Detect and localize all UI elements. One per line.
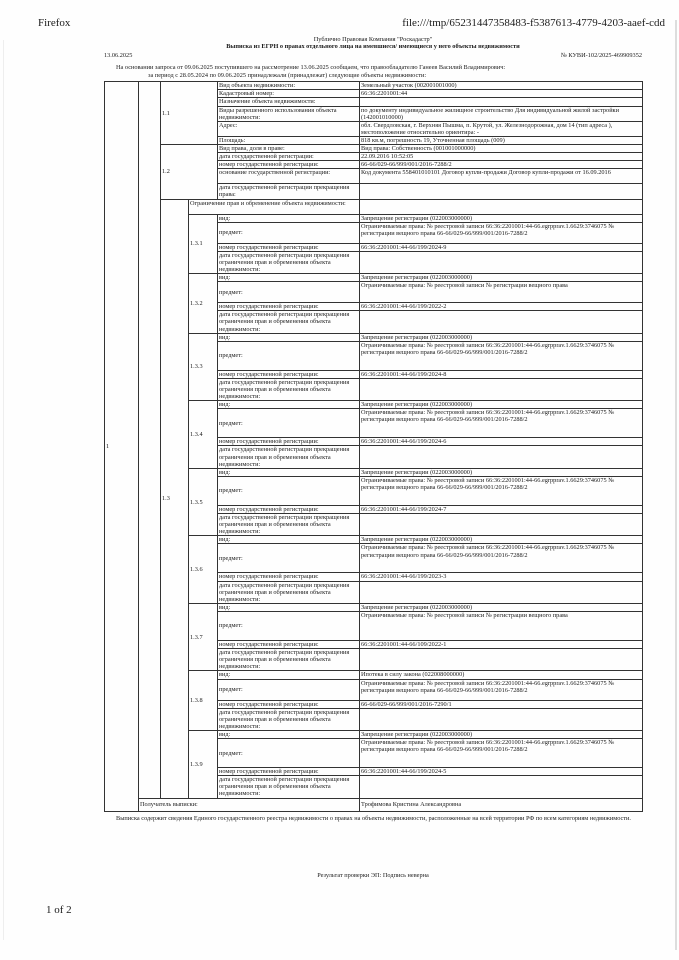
item-number: 1.3.9 bbox=[189, 730, 218, 798]
field-value: 818 кв.м, погрешность 19, Уточненная площадь (009) bbox=[360, 136, 643, 144]
intro-paragraph: На основании запроса от 09.06.2025 поступившего на рассмотрение 13.06.2025 сообщаем, что правообладателю Ганеев Василий Владимирович: bbox=[116, 63, 506, 71]
section-number: 1.1 bbox=[161, 82, 218, 145]
field-label: номер государственной регистрации: bbox=[218, 370, 360, 378]
field-value: Земельный участок (002001001000) bbox=[360, 82, 643, 90]
field-value bbox=[360, 311, 643, 333]
field-value: Код документа 558401010101 Договор купли-продажи Договор купли-продажи от 16.09.2016 bbox=[360, 169, 643, 184]
field-value: 66:36:2201001:44-66/109/2022-1 bbox=[360, 640, 643, 648]
field-value bbox=[360, 649, 643, 671]
field-label: предмет: bbox=[218, 476, 360, 505]
extract-note: Выписка содержит сведения Единого государственного реестра недвижимости о правах на объекты недвижимости, расположенные на всей территории РФ по всем категориям недвижимости. bbox=[116, 814, 631, 822]
row-number: 1 bbox=[105, 82, 139, 811]
field-value: 66:36:2201001:44 bbox=[360, 90, 643, 98]
field-value: 66:36:2201001:44-66/199/2024-6 bbox=[360, 438, 643, 446]
field-label: номер государственной регистрации: bbox=[218, 161, 360, 169]
field-value bbox=[360, 514, 643, 536]
field-value: Ограничиваемые права: № реестровой записи 66:36:2201001:44-66.egrpprav.1.6629:3746075 № регистрации вещного права 66-66/029-66/999/001/2016-7288/2 bbox=[360, 476, 643, 505]
field-value bbox=[360, 581, 643, 603]
field-label: Виды разрешенного использования объекта недвижимости: bbox=[218, 106, 360, 121]
section-number: 1.2 bbox=[161, 145, 218, 200]
field-value bbox=[360, 776, 643, 798]
table-row bbox=[105, 199, 643, 214]
field-label: вид: bbox=[218, 274, 360, 282]
section-number: 1.3 bbox=[161, 199, 189, 798]
field-label: дата государственной регистрации прекращения ограничения прав и обременения объекта недвижимости: bbox=[218, 776, 360, 798]
field-label: дата государственной регистрации прекращения ограничения прав и обременения объекта недвижимости: bbox=[218, 581, 360, 603]
field-label: вид: bbox=[218, 603, 360, 611]
field-value: Ограничиваемые права: № реестровой записи 66:36:2201001:44-66.egrpprav.1.6629:3746075 № регистрации вещного права 66-66/029-66/999/001/2016-7288/2 bbox=[360, 739, 643, 768]
field-label: предмет: bbox=[218, 611, 360, 640]
field-value: обл. Свердловская, г. Верхняя Пышма, п. Крутой, ул. Железнодорожная, дом 14 (тип адреса ), местоположение относительно ориентира: - bbox=[360, 121, 643, 136]
field-label: предмет: bbox=[218, 739, 360, 768]
field-label: Кадастровый номер: bbox=[218, 90, 360, 98]
scan-edge-left bbox=[3, 40, 4, 940]
table-row bbox=[105, 798, 643, 811]
field-label: предмет: bbox=[218, 679, 360, 700]
field-label: дата государственной регистрации прекращения ограничения прав и обременения объекта недвижимости: bbox=[218, 251, 360, 273]
table-row bbox=[105, 145, 643, 153]
field-label: вид: bbox=[218, 333, 360, 341]
document-date: 13.06.2025 bbox=[104, 52, 133, 60]
field-label: предмет: bbox=[218, 282, 360, 303]
objects-table bbox=[104, 81, 643, 811]
field-label: дата государственной регистрации прекращения ограничения прав и обременения объекта недвижимости: bbox=[218, 311, 360, 333]
field-value: 22.09.2016 10:52:05 bbox=[360, 153, 643, 161]
field-value: Вид права: Собственность (001001000000) bbox=[360, 145, 643, 153]
field-label: Вид объекта недвижимости: bbox=[218, 82, 360, 90]
field-value bbox=[360, 98, 643, 106]
field-label: вид: bbox=[218, 536, 360, 544]
document-number: № КУВИ-102/2025-469909352 bbox=[560, 52, 642, 60]
field-label: вид: bbox=[218, 671, 360, 679]
signature-check: Результат проверки ЭП: Подпись неверна bbox=[317, 871, 429, 879]
field-value: Запрещение регистрации (022003000000) bbox=[360, 730, 643, 738]
field-value bbox=[360, 184, 643, 199]
date-number-row bbox=[104, 52, 642, 59]
document-title: Выписка из ЕГРН о правах отдельного лица на имевшиеся/ имеющиеся у него объекты недвижимости bbox=[226, 43, 520, 51]
field-label: номер государственной регистрации: bbox=[218, 438, 360, 446]
field-label: Площадь: bbox=[218, 136, 360, 144]
field-value: Запрещение регистрации (022003000000) bbox=[360, 536, 643, 544]
item-number: 1.3.3 bbox=[189, 333, 218, 401]
field-value: Запрещение регистрации (022003000000) bbox=[360, 603, 643, 611]
field-label: вид: bbox=[218, 730, 360, 738]
recipient-value: Трофимова Кристина Александровна bbox=[360, 798, 643, 811]
item-number: 1.3.8 bbox=[189, 671, 218, 731]
field-value: Запрещение регистрации (022003000000) bbox=[360, 274, 643, 282]
field-label: вид: bbox=[218, 214, 360, 222]
field-label: дата государственной регистрации прекращения ограничения прав и обременения объекта недвижимости: bbox=[218, 649, 360, 671]
field-label: вид: bbox=[218, 401, 360, 409]
field-value: 66:36:2201001:44-66/199/2024-5 bbox=[360, 768, 643, 776]
browser-url: file:///tmp/65231447358483-f5387613-4779-4203-aaef-cdd bbox=[402, 17, 665, 29]
field-value: по документу индивидуальное жилищное строительство Для индивидуальной жилой застройки (142001010000) bbox=[360, 106, 643, 121]
field-value: Запрещение регистрации (022003000000) bbox=[360, 468, 643, 476]
item-number: 1.3.2 bbox=[189, 274, 218, 334]
browser-name: Firefox bbox=[38, 17, 71, 29]
field-label: дата государственной регистрации прекращения ограничения прав и обременения объекта недвижимости: bbox=[218, 708, 360, 730]
field-value: Запрещение регистрации (022003000000) bbox=[360, 214, 643, 222]
recipient-label: Получатель выписки: bbox=[139, 798, 360, 811]
field-value bbox=[360, 446, 643, 468]
field-label: номер государственной регистрации: bbox=[218, 243, 360, 251]
field-value: Ограничиваемые права: № реестровой записи 66:36:2201001:44-66.egrpprav.1.6629:3746075 № регистрации вещного права 66-66/029-66/999/001/2016-7288/2 bbox=[360, 679, 643, 700]
field-label: номер государственной регистрации: bbox=[218, 700, 360, 708]
item-number: 1.3.6 bbox=[189, 536, 218, 604]
field-value: 66:36:2201001:44-66/199/2024-9 bbox=[360, 243, 643, 251]
field-value: Ограничиваемые права: № реестровой записи 66:36:2201001:44-66.egrpprav.1.6629:3746075 № регистрации вещного права 66-66/029-66/999/001/2016-7288/2 bbox=[360, 544, 643, 573]
field-value: 66-66/029-66/999/001/2016-7288/2 bbox=[360, 161, 643, 169]
field-label: Вид права, доля в праве: bbox=[218, 145, 360, 153]
field-label: номер государственной регистрации: bbox=[218, 768, 360, 776]
field-label: Назначение объекта недвижимости: bbox=[218, 98, 360, 106]
issuer: Публично Правовая Компания "Роскадастр" bbox=[313, 36, 433, 43]
field-value: Ограничиваемые права: № реестровой записи 66:36:2201001:44-66.egrpprav.1.6629:3746075 № регистрации вещного права 66-66/029-66/999/001/2016-7288/2 bbox=[360, 409, 643, 438]
field-label: предмет: bbox=[218, 222, 360, 243]
field-label: номер государственной регистрации: bbox=[218, 505, 360, 513]
field-label: Адрес: bbox=[218, 121, 360, 136]
item-number: 1.3.5 bbox=[189, 468, 218, 536]
field-label: дата государственной регистрации прекращения права: bbox=[218, 184, 360, 199]
field-label: основание государственной регистрации: bbox=[218, 169, 360, 184]
field-value bbox=[360, 251, 643, 273]
field-label: номер государственной регистрации: bbox=[218, 303, 360, 311]
field-label: дата государственной регистрации: bbox=[218, 153, 360, 161]
field-label: дата государственной регистрации прекращения ограничения прав и обременения объекта недвижимости: bbox=[218, 378, 360, 400]
field-value: 66:36:2201001:44-66/199/2024-8 bbox=[360, 370, 643, 378]
field-value: 66:36:2201001:44-66/199/2022-2 bbox=[360, 303, 643, 311]
scan-edge-right bbox=[675, 20, 677, 950]
field-label: номер государственной регистрации: bbox=[218, 640, 360, 648]
field-value bbox=[360, 708, 643, 730]
field-label: дата государственной регистрации прекращения ограничения прав и обременения объекта недвижимости: bbox=[218, 446, 360, 468]
field-value: Запрещение регистрации (022003000000) bbox=[360, 333, 643, 341]
field-value: Ипотека в силу закона (022008000000) bbox=[360, 671, 643, 679]
field-value bbox=[360, 199, 643, 214]
field-label: предмет: bbox=[218, 409, 360, 438]
field-value bbox=[360, 378, 643, 400]
field-value: Ограничиваемые права: № реестровой записи № регистрации вещного права bbox=[360, 611, 643, 640]
field-label: номер государственной регистрации: bbox=[218, 573, 360, 581]
field-value: Ограничиваемые права: № реестровой записи № регистрации вещного права bbox=[360, 282, 643, 303]
field-label: предмет: bbox=[218, 544, 360, 573]
section-header: Ограничение прав и обременение объекта недвижимости: bbox=[189, 199, 360, 214]
item-number: 1.3.4 bbox=[189, 401, 218, 469]
item-number: 1.3.7 bbox=[189, 603, 218, 671]
field-value: 66-66/029-66/999/001/2016-7290/1 bbox=[360, 700, 643, 708]
field-label: вид: bbox=[218, 468, 360, 476]
field-value: 66:36:2201001:44-66/199/2023-3 bbox=[360, 573, 643, 581]
field-value: Ограничиваемые права: № реестровой записи 66:36:2201001:44-66.egrpprav.1.6629:3746075 № регистрации вещного права 66-66/029-66/999/001/2016-7288/2 bbox=[360, 222, 643, 243]
period-paragraph: за период с 28.05.2024 по 09.06.2025 принадлежали (принадлежат) следующие объекты недвижимости: bbox=[148, 71, 427, 79]
spacer-cell bbox=[139, 82, 161, 798]
field-value: 66:36:2201001:44-66/199/2024-7 bbox=[360, 505, 643, 513]
field-label: предмет: bbox=[218, 341, 360, 370]
field-label: дата государственной регистрации прекращения ограничения прав и обременения объекта недвижимости: bbox=[218, 514, 360, 536]
page-indicator: 1 of 2 bbox=[46, 904, 72, 916]
table-row bbox=[105, 82, 643, 90]
egrn-extract bbox=[104, 36, 642, 879]
field-value: Ограничиваемые права: № реестровой записи 66:36:2201001:44-66.egrpprav.1.6629:3746075 № регистрации вещного права 66-66/029-66/999/001/2016-7288/2 bbox=[360, 341, 643, 370]
item-number: 1.3.1 bbox=[189, 214, 218, 274]
field-value: Запрещение регистрации (022003000000) bbox=[360, 401, 643, 409]
